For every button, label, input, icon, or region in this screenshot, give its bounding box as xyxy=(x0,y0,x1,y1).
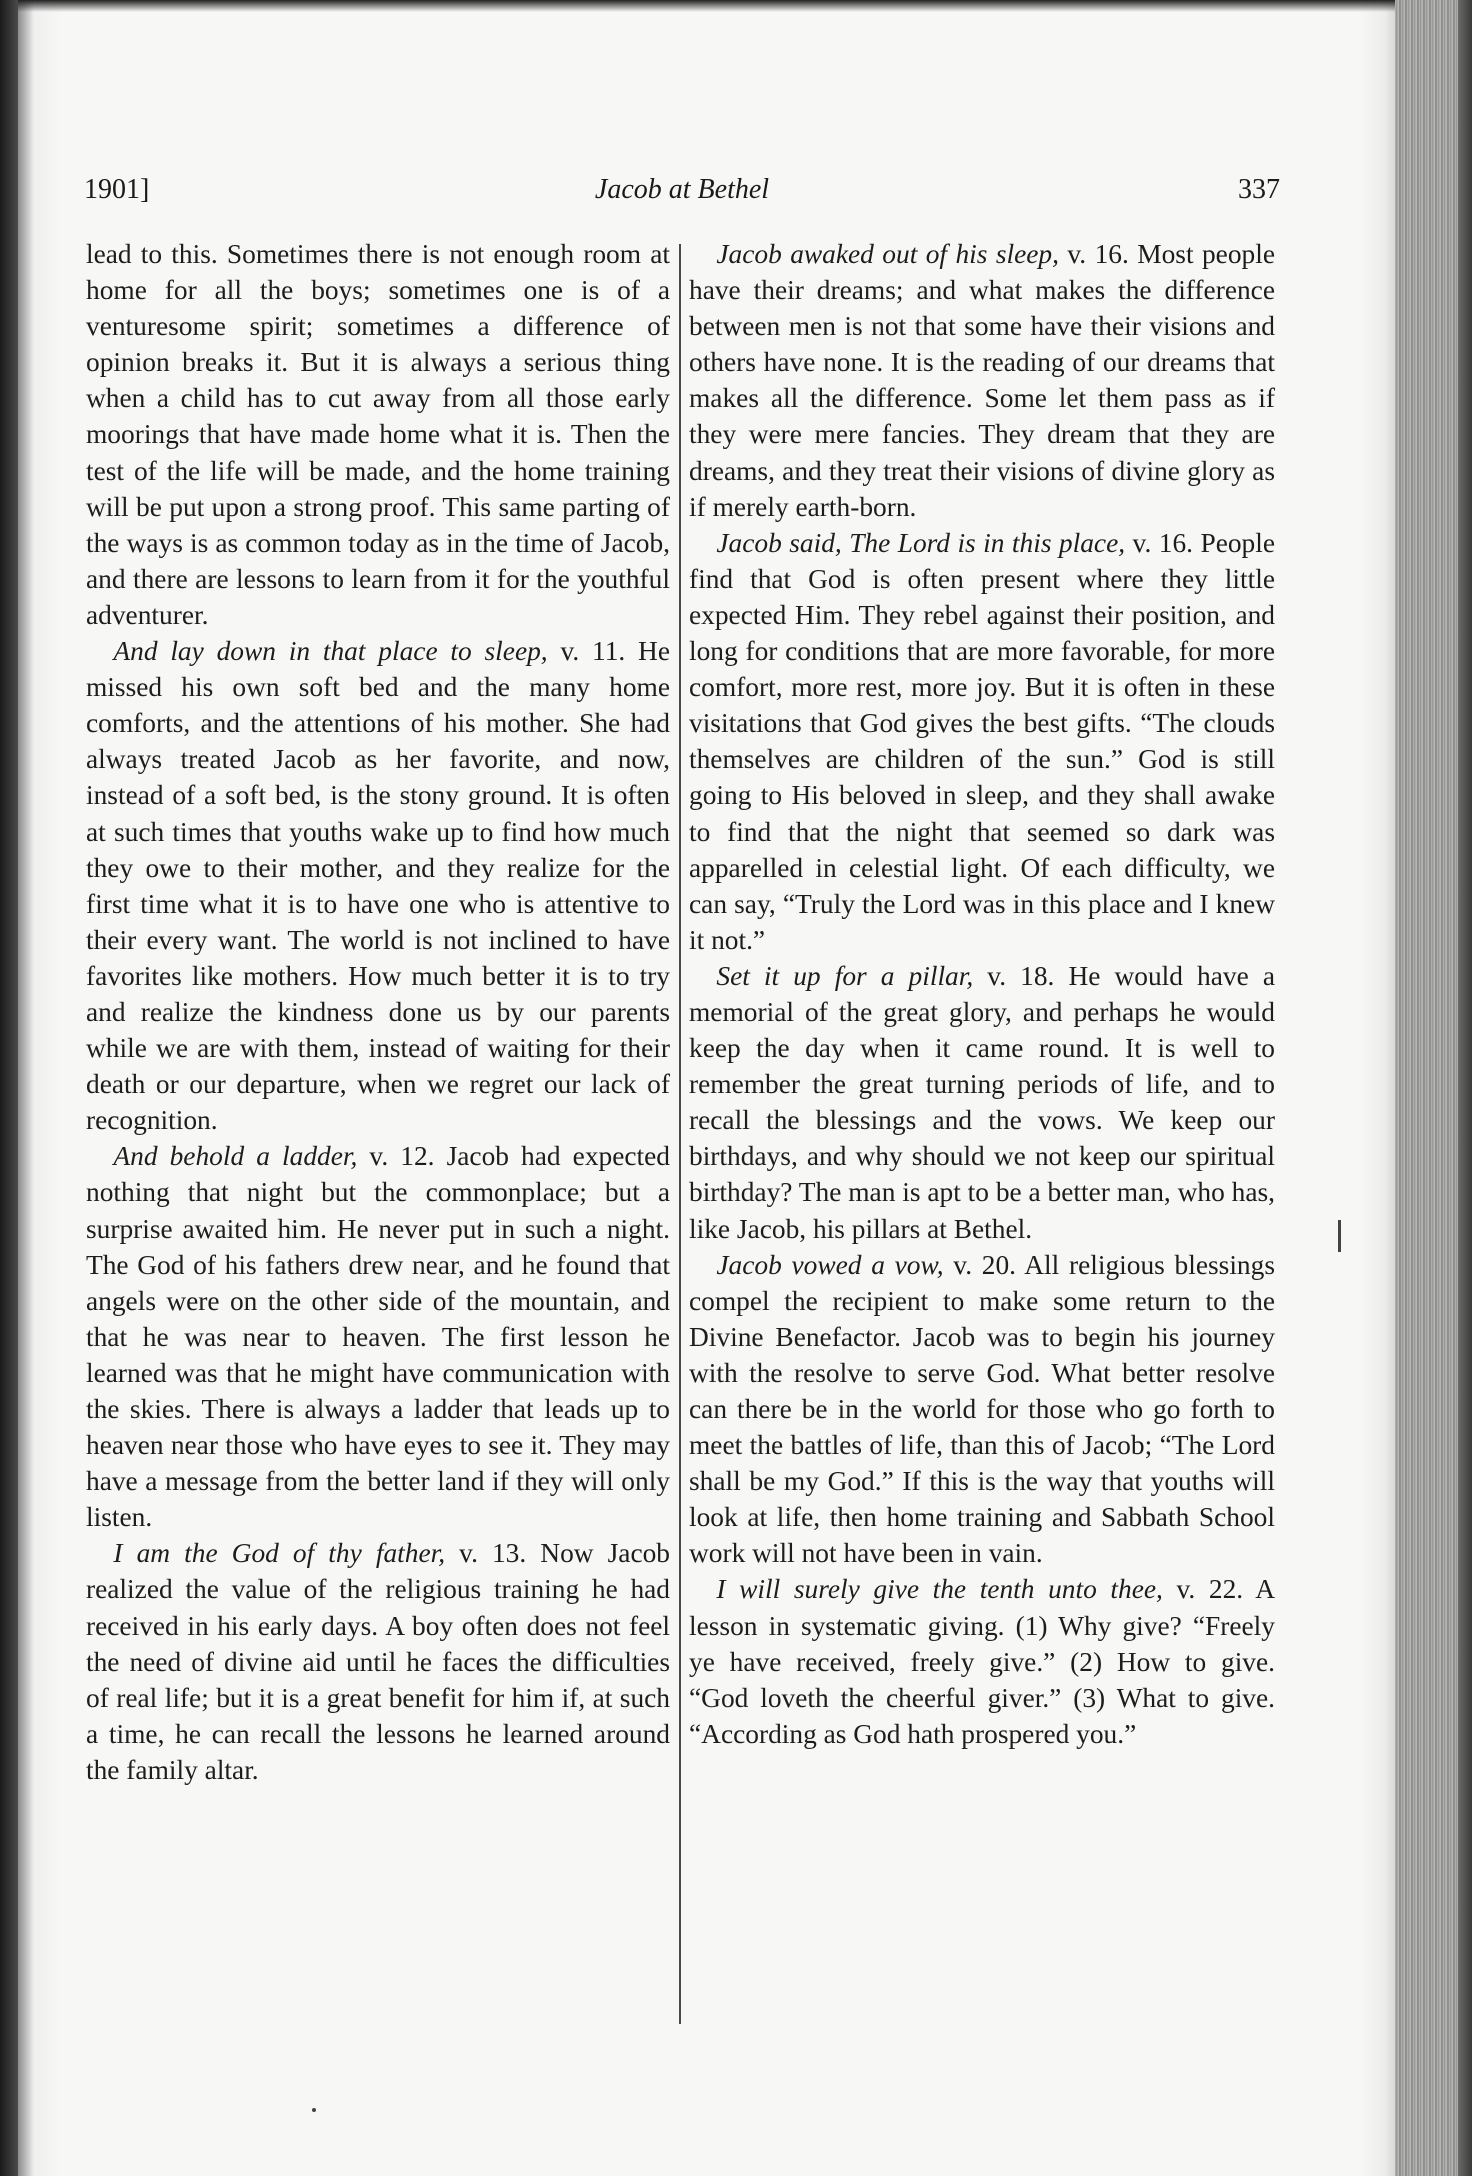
top-shadow xyxy=(0,0,1400,12)
paragraph xyxy=(86,1138,670,1535)
verse-heading: And lay down in that place to sleep, xyxy=(113,636,548,667)
verse-heading: Jacob awaked out of his sleep, xyxy=(716,239,1059,269)
verse-heading: Set it up for a pillar, xyxy=(716,960,974,991)
column-rule xyxy=(679,244,681,2024)
paragraph xyxy=(86,633,670,1138)
paragraph-text: v. 16. Most people have their dreams; and what makes the difference between men is not that some have their visions and others have none. It is the reading of our dreams that makes all the difference. Some let them pass as if they were mere fancies. They dream that they are dreams, and they treat their visions of divine glory as if merely earth-born. xyxy=(689,239,1275,522)
binding-edge xyxy=(0,0,18,2176)
right-column xyxy=(689,236,1275,1752)
page-number: 337 xyxy=(1238,174,1280,205)
page-stack-edge xyxy=(1395,0,1472,2176)
verse-heading: I will surely give the tenth unto thee, xyxy=(716,1574,1163,1605)
verse-heading: Jacob said, The Lord is in this place, xyxy=(716,527,1126,558)
paragraph xyxy=(689,1247,1275,1572)
paragraph xyxy=(689,236,1275,525)
paragraph-text: v. 12. Jacob had expected nothing that night but the commonplace; but a surprise awaited him. He never put in such a night. The God of his fathers drew near, and he found that angels were on the other side of the mountain, and that he was near to heaven. The first lesson he learned was that he might have communication with the skies. There is always a ladder that leads up to heaven near those who have eyes to see it. They may have a message from the better land if they will only listen. xyxy=(86,1141,671,1533)
paragraph-text: v. 13. Now Jacob realized the value of the religious training he had received in his early days. A boy often does not feel the need of divine aid until he faces the difficulties of real life; but it is a great benefit for him if, at such a time, he can recall the lessons he learned around the family altar. xyxy=(86,1538,670,1785)
paragraph-text: v. 20. All religious blessings compel the recipient to make some return to the Divine Benefactor. Jacob was to begin his journey with the resolve to serve God. What better resolve can there be in the world for those who go forth to meet the battles of life, than this of Jacob; “The Lord shall be my God.” If this is the way that youths will look at life, then home training and Sabbath School work will not have been in vain. xyxy=(689,1249,1275,1569)
verse-heading: I am the God of thy father, xyxy=(113,1538,446,1569)
paragraph-text: v. 16. People find that God is often present where they little expected Him. They rebel against their position, and long for conditions that are more favorable, for more comfort, more rest, more joy. But it is often in these visitations that God gives the best gifts. “The clouds themselves are children of the sun.” God is still going to His beloved in sleep, and they shall awake to find that the night that seemed so dark was apparelled in celestial light. Of each difficulty, we can say, “Truly the Lord was in this place and I knew it not.” xyxy=(689,527,1276,955)
header-title: Jacob at Bethel xyxy=(594,174,770,205)
paragraph xyxy=(86,1535,670,1788)
paragraph-text: v. 11. He missed his own soft bed and the many home comforts, and the attentions of his mother. She had always treated Jacob as her favorite, and now, instead of a soft bed, is the stony ground. It is often at such times that youths wake up to find how much they owe to their mother, and they realize for the first time what it is to have one who is attentive to their every want. The world is not inclined to have favorites like mothers. How much better it is to try and realize the kindness done us by our parents while we are with them, instead of waiting for their death or our departure, when we regret our lack of recognition. xyxy=(86,636,671,1136)
paragraph-text: lead to this. Sometimes there is not enough room at home for all the boys; sometimes one is of a venturesome spirit; sometimes a difference of opinion breaks it. But it is always a serious thing when a child has to cut away from all those early moorings that have made home what it is. Then the test of the life will be made, and the home training will be put upon a strong proof. This same parting of the ways is as common today as in the time of Jacob, and there are lessons to learn from it for the youthful adventurer. xyxy=(86,239,670,630)
ink-speck xyxy=(312,2108,316,2112)
paragraph-text: v. 22. A lesson in systematic giving. (1) Why give? “Freely ye have received, freely give.” (2) How to give. “God loveth the cheerful giver.” (3) What to give. “According as God hath prospered you.” xyxy=(689,1574,1275,1749)
verse-heading: Jacob vowed a vow, xyxy=(716,1249,944,1280)
verse-heading: And behold a ladder, xyxy=(113,1141,358,1172)
paragraph xyxy=(86,236,670,633)
paragraph-text: v. 18. He would have a memorial of the great glory, and perhaps he would keep the day when it came round. It is well to remember the great turning periods of life, and to recall the blessings and the vows. We keep our birthdays, and why should we not keep our spiritual birthday? The man is apt to be a better man, who has, like Jacob, his pillars at Bethel. xyxy=(689,960,1275,1244)
running-header xyxy=(84,168,1280,212)
paragraph xyxy=(689,525,1275,958)
left-column xyxy=(86,236,670,1788)
paragraph xyxy=(689,958,1275,1247)
ink-mark xyxy=(1338,1220,1341,1252)
header-year: 1901] xyxy=(84,174,150,205)
paragraph xyxy=(689,1571,1275,1751)
